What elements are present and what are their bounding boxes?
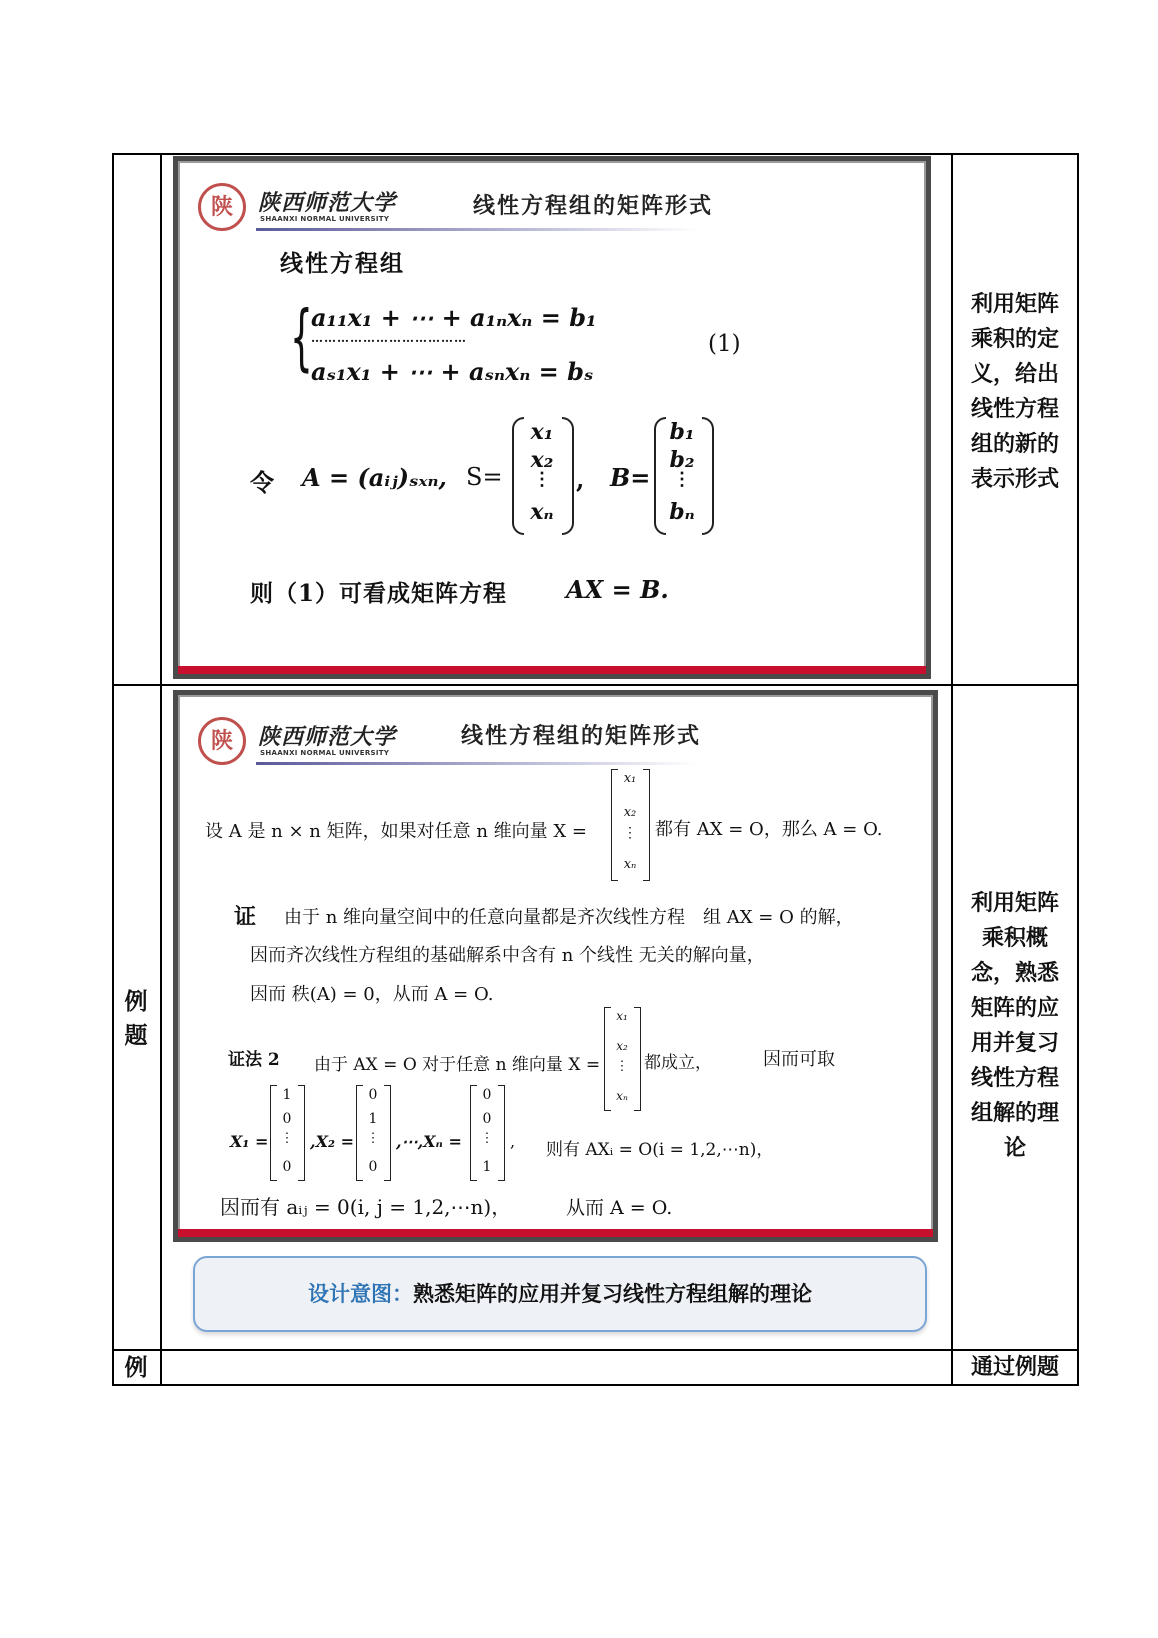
note-line: 用并复习 <box>970 1031 1059 1056</box>
final-line-2: 从而 A = O. <box>566 1197 673 1219</box>
vector-entry: 0 <box>368 1087 378 1103</box>
slide-2 <box>173 690 938 1242</box>
header-underline <box>256 762 696 765</box>
design-intent-box <box>193 1256 927 1332</box>
note-line: 线性方程 <box>970 397 1059 422</box>
vector-entry: x₁ <box>623 771 637 786</box>
note-line: 乘积的定 <box>970 327 1059 352</box>
proof2-after: 都成立， <box>644 1053 712 1073</box>
slide-footer-bar <box>178 1229 933 1237</box>
xn-label: ,⋯,Xₙ = <box>396 1132 462 1151</box>
s-label: S= <box>466 463 503 491</box>
vector-entry: xₙ <box>616 1089 628 1103</box>
vector-entry: b₂ <box>669 447 695 473</box>
equation-brace: { <box>290 295 313 379</box>
equation-number: (1) <box>708 331 741 357</box>
header-underline <box>256 228 696 231</box>
logo-char: 陕 <box>210 728 233 754</box>
vector-entry: 0 <box>282 1111 292 1127</box>
table-border-bottom <box>112 1384 1079 1386</box>
proof-line-1: 由于 n 维向量空间中的任意向量都是齐次线性方程 组 AX = O 的解， <box>284 907 854 928</box>
let-word: 令 <box>250 468 274 497</box>
proof2-take: 因而可取 <box>763 1049 835 1070</box>
university-name-cn: 陕西师范大学 <box>258 724 397 750</box>
university-name-en: SHAANXI NORMAL UNIVERSITY <box>260 215 390 223</box>
vector-entry: ⋮ <box>366 1131 380 1146</box>
note-line: 论 <box>1003 1136 1026 1161</box>
comma: , <box>510 1132 516 1151</box>
design-intent-text <box>195 1278 925 1308</box>
comma: , <box>576 465 585 494</box>
proof-line-3: 因而 秩(A) = 0，从而 A = O. <box>250 984 494 1005</box>
note-line: 利用矩阵 <box>970 292 1059 317</box>
note-line: 乘积概 <box>981 926 1048 951</box>
note-line: 利用矩阵 <box>970 891 1059 916</box>
table-border-right <box>1077 153 1079 1386</box>
proof2-text: 由于 AX = O 对于任意 n 维向量 X = <box>314 1055 601 1075</box>
vector-entry: xₙ <box>623 857 637 872</box>
design-intent-label: 设计意图： <box>308 1282 413 1306</box>
vector-entry: ⋮ <box>280 1131 294 1146</box>
paren-right <box>562 417 574 535</box>
xn-vector <box>470 1085 506 1181</box>
x-column-vector <box>512 417 574 535</box>
proof2-vector <box>604 1007 642 1111</box>
note-line: 线性方程 <box>970 1066 1059 1091</box>
vector-entry: 0 <box>482 1087 492 1103</box>
then-text: 则有 AXᵢ = O(i = 1,2,⋯n)， <box>546 1140 774 1160</box>
vector-entry: 0 <box>368 1159 378 1175</box>
vector-entry: x₁ <box>616 1009 628 1023</box>
x2-vector <box>356 1085 392 1181</box>
b-label: B= <box>610 463 651 492</box>
b-column-vector <box>654 417 716 535</box>
vector-entry: xₙ <box>530 499 554 525</box>
vector-entry: x₁ <box>530 419 554 445</box>
proof-line-2: 因而齐次线性方程组的基础解系中含有 n 个线性 无关的解向量， <box>250 945 765 966</box>
vector-entry: ⋮ <box>480 1131 494 1146</box>
table-border-left <box>112 153 114 1386</box>
row3-right-note: 通过例题 <box>970 1355 1059 1380</box>
paren-right <box>702 417 714 535</box>
conclusion-equation: AX = B. <box>566 575 669 604</box>
vector-entry: ⋮ <box>533 469 551 490</box>
problem-part-2: 都有 AX = O，那么 A = O. <box>655 819 883 840</box>
subheading: 线性方程组 <box>280 250 405 277</box>
table-row-divider-1 <box>112 684 1079 686</box>
table-row-divider-2 <box>112 1349 1079 1351</box>
table-col-divider-2 <box>951 153 953 1386</box>
proof2-label: 证法 2 <box>228 1050 280 1070</box>
x2-label: ,X₂ = <box>310 1132 354 1151</box>
vector-entry: 0 <box>482 1111 492 1127</box>
problem-vector <box>611 769 651 881</box>
design-intent-content: 熟悉矩阵的应用并复习线性方程组解的理论 <box>413 1282 812 1306</box>
table-border-top <box>112 153 1079 155</box>
vector-entry: 1 <box>482 1159 492 1175</box>
vector-entry: ⋮ <box>623 825 637 841</box>
university-logo <box>198 183 246 231</box>
row2-right-note <box>967 886 1063 1166</box>
slide-1 <box>173 156 931 679</box>
university-logo <box>198 717 246 765</box>
vector-entry: ⋮ <box>673 469 691 490</box>
x1-vector <box>270 1085 306 1181</box>
vector-entry: 1 <box>282 1087 292 1103</box>
slide-title: 线性方程组的矩阵形式 <box>461 723 702 749</box>
vector-entry: 1 <box>368 1111 378 1127</box>
vector-entry: ⋮ <box>615 1059 629 1074</box>
vector-entry: x₂ <box>530 447 554 473</box>
row1-right-note <box>967 287 1063 497</box>
a-definition: A = (aᵢⱼ)ₛₓₙ, <box>302 463 447 492</box>
university-name-en: SHAANXI NORMAL UNIVERSITY <box>260 749 390 757</box>
label-char: 题 <box>124 1023 148 1049</box>
university-name-cn: 陕西师范大学 <box>258 190 397 216</box>
equation-1: a₁₁x₁ + ⋯ + a₁ₙxₙ = b₁ <box>311 303 597 332</box>
logo-char: 陕 <box>210 194 233 220</box>
x1-label: X₁ = <box>230 1132 269 1151</box>
note-line: 表示形式 <box>970 467 1059 492</box>
problem-part-1: 设 A 是 n × n 矩阵，如果对任意 n 维向量 X = <box>205 821 587 842</box>
equation-2: aₛ₁x₁ + ⋯ + aₛₙxₙ = bₛ <box>311 357 594 386</box>
note-line: 矩阵的应 <box>970 996 1059 1021</box>
row2-left-label <box>116 985 156 1053</box>
equation-dots: ……………………………… <box>311 331 467 345</box>
note-line: 组的新的 <box>970 432 1059 457</box>
vector-entry: x₂ <box>623 805 637 820</box>
conclusion-text: 则（1）可看成矩阵方程 <box>250 580 508 607</box>
note-line: 念，熟悉 <box>970 961 1059 986</box>
vector-entry: 0 <box>282 1159 292 1175</box>
slide-footer-bar <box>178 666 926 674</box>
vector-entry: bₙ <box>669 499 695 525</box>
vector-entry: b₁ <box>669 419 695 445</box>
note-line: 义，给出 <box>970 362 1059 387</box>
final-line-1: 因而有 aᵢⱼ = 0(i, j = 1,2,⋯n)， <box>220 1195 512 1219</box>
row3-left-label: 例 <box>124 1355 148 1381</box>
note-line: 组解的理 <box>970 1101 1059 1126</box>
label-char: 例 <box>124 989 148 1015</box>
table-col-divider-1 <box>160 153 162 1386</box>
vector-entry: x₂ <box>616 1039 628 1053</box>
slide-title: 线性方程组的矩阵形式 <box>473 193 714 219</box>
proof-label: 证 <box>234 904 257 930</box>
